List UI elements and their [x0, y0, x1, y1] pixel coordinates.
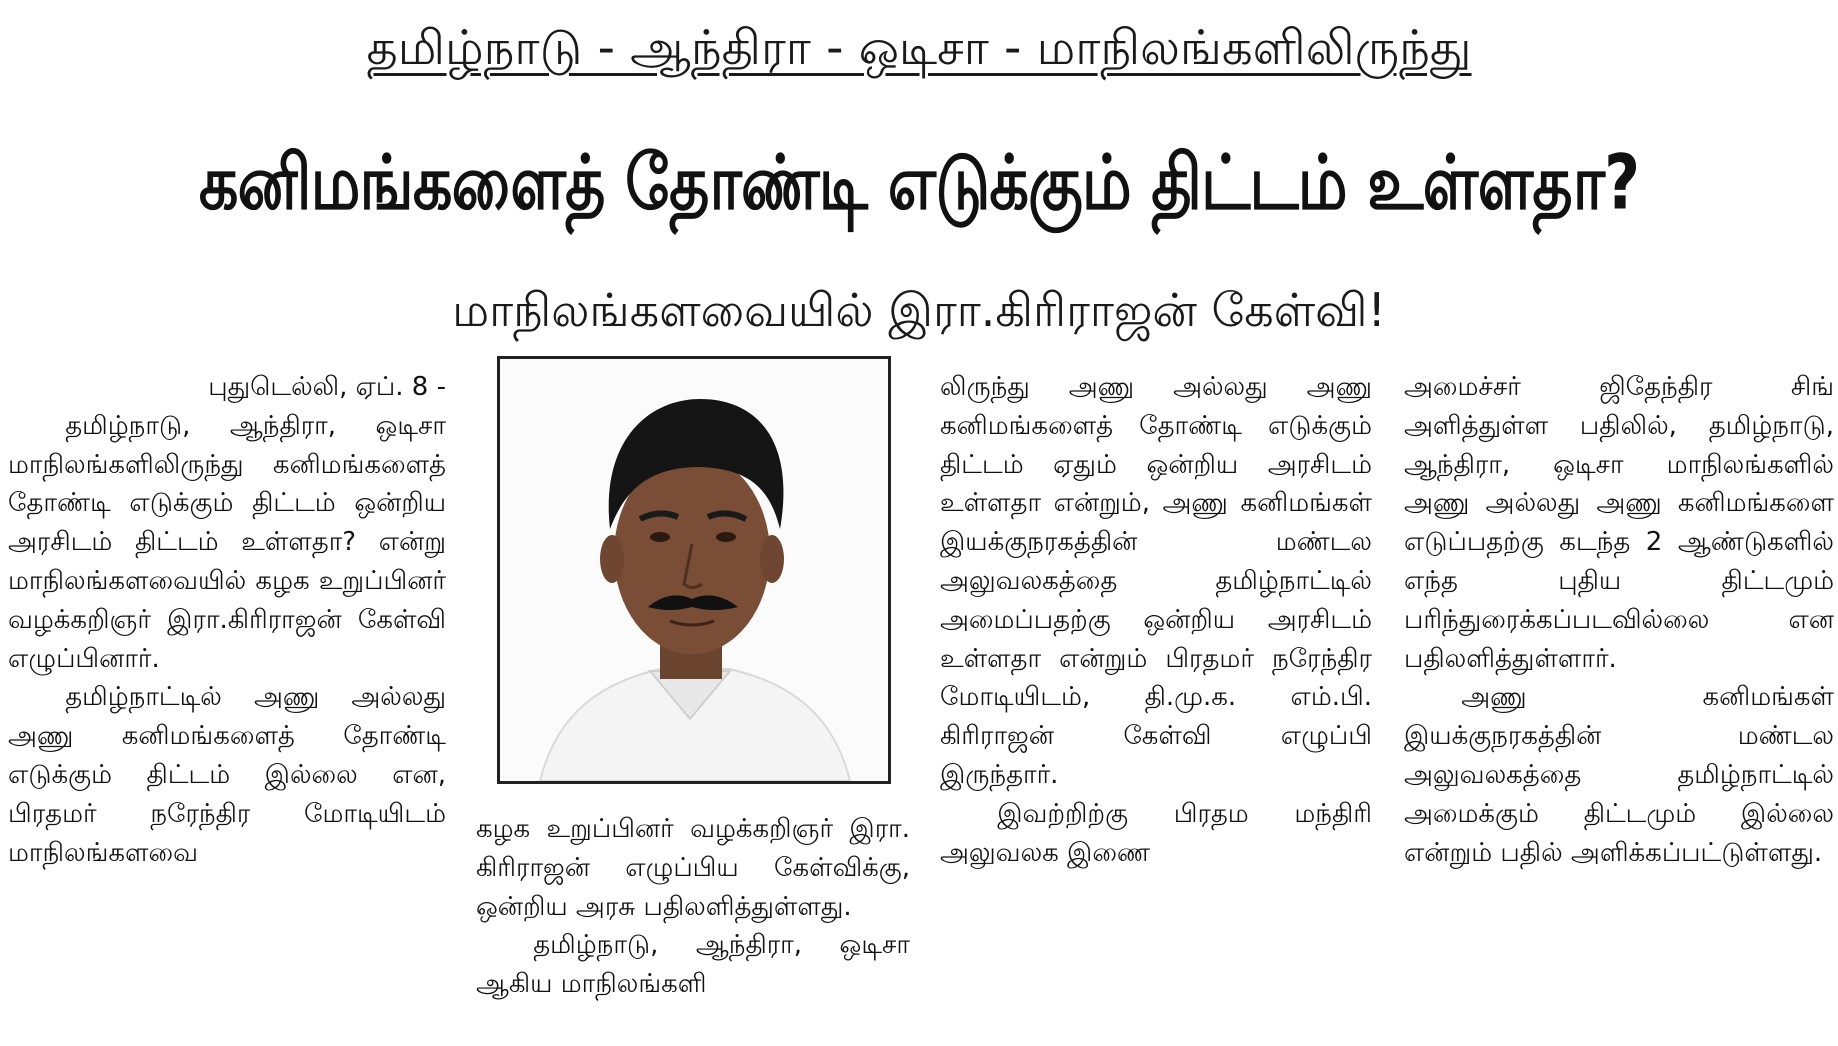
paragraph: தமிழ்நாடு, ஆந்திரா, ஒடிசா மாநிலங்களிலிருந்து கனிமங்களைத் தோண்டி எடுக்கும் திட்டம் ஒன்றிய அரசிடம் திட்டம் உள்ளதா? என்று மாநிலங்களவையில் கழக உறுப்பினர் வழக்கறிஞர் இரா.கிரிராஜன் கேள்வி எழுப்பினார். — [8, 410, 446, 674]
portrait-photo — [497, 356, 891, 784]
paragraph: தமிழ்நாடு, ஆந்திரா, ஒடிசா ஆகிய மாநிலங்களி — [476, 930, 910, 1000]
column-1 — [8, 368, 446, 872]
column-2 — [476, 810, 910, 1004]
kicker-text: தமிழ்நாடு - ஆந்திரா - ஒடிசா - மாநிலங்களிலிருந்து — [366, 20, 1472, 76]
paragraph: தமிழ்நாட்டில் அணு அல்லது அணு கனிமங்களைத் தோண்டி எடுக்கும் திட்டம் இல்லை என, பிரதமர் நரேந்திர மோடியிடம் மாநிலங்களவை — [8, 682, 446, 868]
paragraph: அணு கனிமங்கள் இயக்குநரகத்தின் மண்டல அலுவலகத்தை தமிழ்நாட்டில் அமைக்கும் திட்டமும் இல்லை என்றும் பதில் அளிக்கப்பட்டுள்ளது. — [1404, 682, 1834, 868]
paragraph: இவற்றிற்கு பிரதம மந்திரி அலுவலக இணை — [940, 798, 1372, 868]
column-3 — [940, 368, 1372, 872]
photo-caption: கழக உறுப்பினர் வழக்கறிஞர் இரா. கிரிராஜன் எழுப்பிய கேள்விக்கு, ஒன்றிய அரசு பதிலளித்துள்ளது. — [476, 814, 910, 922]
subheadline: மாநிலங்களவையில் இரா.கிரிராஜன் கேள்வி! — [452, 283, 1386, 337]
portrait-image — [500, 359, 888, 781]
paragraph: அமைச்சர் ஜிதேந்திர சிங் அளித்துள்ள பதிலில், தமிழ்நாடு, ஆந்திரா, ஒடிசா மாநிலங்களில் அணு அல்லது அணு கனிமங்களை எடுப்பதற்கு கடந்த 2 ஆண்டுகளில் எந்த புதிய திட்டமும் பரிந்துரைக்கப்படவில்லை என பதிலளித்துள்ளார். — [1404, 372, 1834, 674]
headline: கனிமங்களைத் தோண்டி எடுக்கும் திட்டம் உள்ளதா? — [198, 137, 1640, 227]
paragraph: லிருந்து அணு அல்லது அணு கனிமங்களைத் தோண்டி எடுக்கும் திட்டம் ஏதும் ஒன்றிய அரசிடம் உள்ளதா என்றும், அணு கனிமங்கள் இயக்குநரகத்தின் மண்டல அலுவலகத்தை தமிழ்நாட்டில் அமைப்பதற்கு ஒன்றிய அரசிடம் உள்ளதா என்றும் பிரதமர் நரேந்திர மோடியிடம், தி.மு.க. எம்.பி. கிரிராஜன் கேள்வி எழுப்பி இருந்தார். — [940, 372, 1372, 790]
dateline: புதுடெல்லி, ஏப். 8 - — [208, 372, 446, 402]
column-4 — [1404, 368, 1834, 872]
kicker — [0, 8, 1838, 88]
